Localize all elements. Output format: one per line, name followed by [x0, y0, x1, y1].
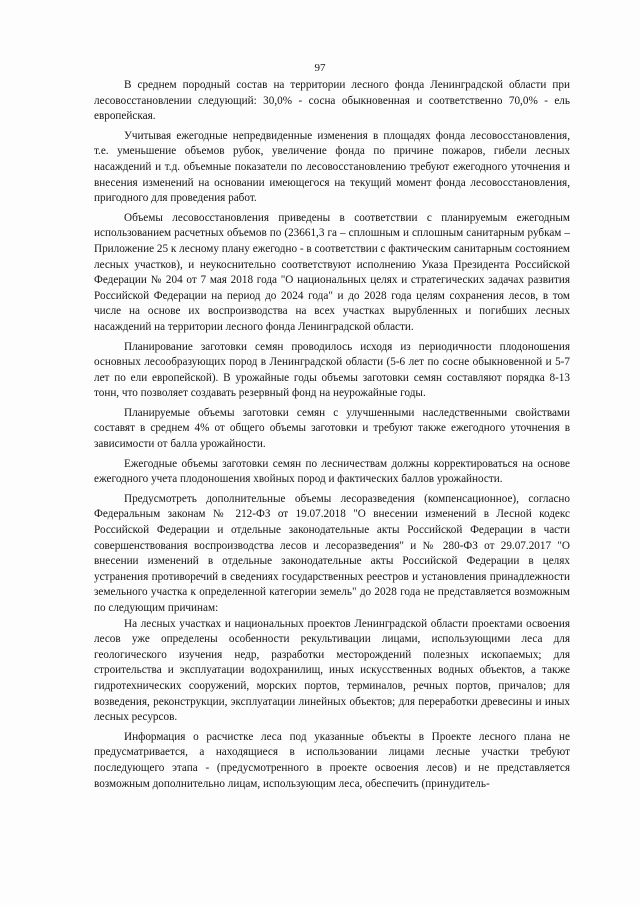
paragraph-afforestation: Предусмотреть дополнительные объемы лесоразведения (компенсационное), согласно Федеральным законам № 212-ФЗ от 19.07.2018 "О внесении изменений в Лесной кодекс Российской Федерации и отдельные законодательные акты Российской Федерации в части совершенствования воспроизводства лесов и лесоразведения" и № 280-ФЗ от 29.07.2017 "О внесении изменений в отдельные законодательные акты Российской Федерации в целях устранения противоречий в сведениях государственных реестров и установления принадлежности земельного участка к определенной категории земель" до 2028 года не представляется возможным по следующим причинам: [94, 492, 570, 614]
paragraph-seed-planning: Планирование заготовки семян проводилось исходя из периодичности плодоношения основных лесообразующих пород в Ленинградской области (5-6 лет по сосне обыкновенной и 5-7 лет по ели европейской). В урожайные годы объемы заготовки семян составляют порядка 8-13 тонн, что позволяет создавать резервный фонд на неурожайные годы. [94, 340, 570, 400]
paragraph-forest-plots: На лесных участках и национальных проектов Ленинградской области проектами освоения лесов уже определены особенности рекультивации лицами, использующими леса для геологического изучения недр, разработки месторождений полезных ископаемых; для строительства и эксплуатации водохранилищ, иных искусственных водных объектов, а также гидротехнических сооружений, морских портов, терминалов, речных портов, причалов; для возведения, реконструкции, эксплуатации линейных объектов; для переработки древесины и иных лесных ресурсов. [94, 617, 570, 724]
paragraph-seed-adjustment: Ежегодные объемы заготовки семян по лесничествам должны корректироваться на основе ежегодного учета плодоношения хвойных пород и фактических баллов урожайности. [94, 457, 570, 486]
paragraph-species-composition: В среднем породный состав на территории лесного фонда Ленинградской области при лесовосстановлении следующий: 30,0% - сосна обыкновенная и соответственно 70,0% - ель европейская. [94, 79, 570, 123]
paragraph-reforestation-volumes: Объемы лесовосстановления приведены в соответствии с планируемым ежегодным использованием расчетных объемов по (23661,3 га – сплошным и сплошным санитарным рубкам – Приложение 25 к лесному плану ежегодно - в соответствии с фактическим санитарным состоянием лесных участков), и неукоснительно соответствуют исполнению Указа Президента Российской Федерации № 204 от 7 мая 2018 года "О национальных целях и стратегических задачах развития Российской Федерации на период до 2024 года" и до 2028 года целям сохранения лесов, в том числе на основе их воспроизводства на всех участках вырубленных и погибших лесных насаждений на территории лесного фонда Ленинградской области. [94, 211, 570, 333]
paragraph-improved-seeds: Планируемые объемы заготовки семян с улучшенными наследственными свойствами составят в среднем 4% от общего объемы заготовки и требуют также ежегодного уточнения в зависимости от балла урожайности. [94, 406, 570, 451]
paragraph-clearing-info: Информация о расчистке леса под указанные объекты в Проекте лесного плана не предусматривается, а находящиеся в использовании лицами лесные участки требуют последующего этапа - (предусмотренного в проекте освоения лесов) и не представляется возможным дополнительно лицам, использующим леса, обеспечить (принудитель- [94, 730, 570, 790]
body-text [94, 78, 570, 796]
paragraph-annual-changes: Учитывая ежегодные непредвиденные изменения в площадях фонда лесовосстановления, т.е. уменьшение объемов рубок, увеличение фонда по причине пожаров, гибели лесных насаждений и т.д. объемные показатели по лесовосстановлению требуют ежегодного уточнения и внесения изменений на основании имеющегося на текущий момент фонда лесовосстановления, пригодного для проведения работ. [94, 129, 570, 205]
page-number: 97 [314, 62, 326, 74]
